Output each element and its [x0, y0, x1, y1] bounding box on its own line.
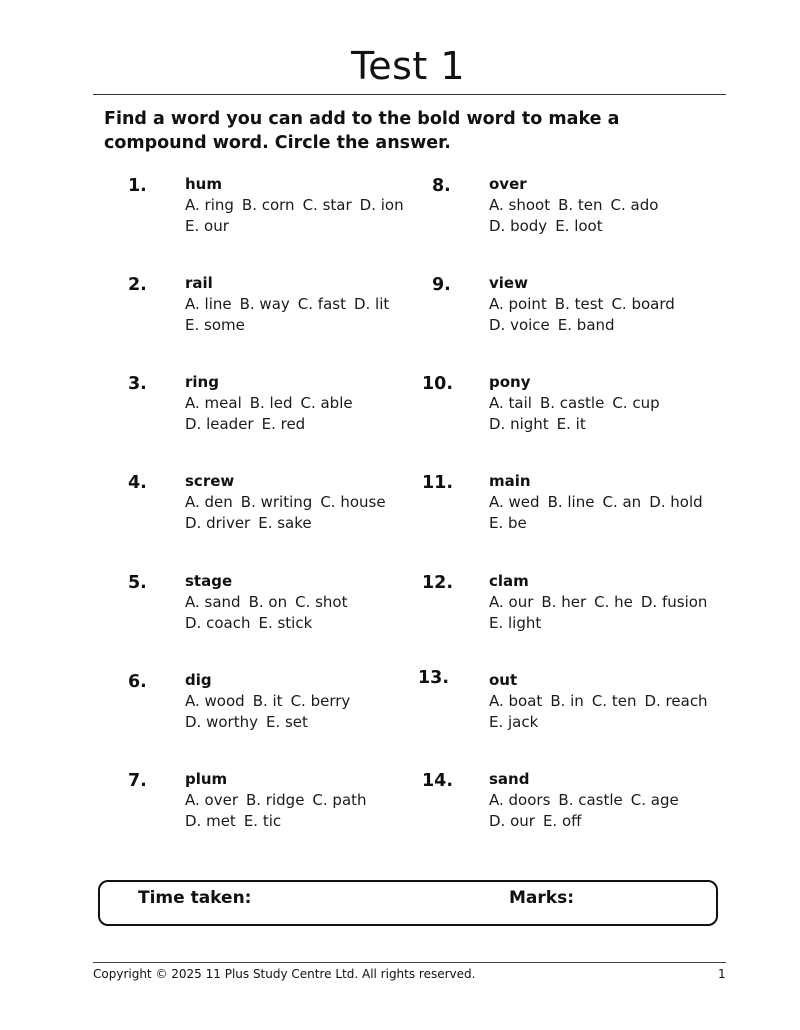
- option-c[interactable]: C. board: [611, 295, 675, 313]
- option-a[interactable]: A. den: [185, 493, 233, 511]
- option-d[interactable]: D. ion: [359, 196, 404, 214]
- question-number: 12.: [422, 573, 454, 593]
- question-number: 11.: [422, 473, 454, 493]
- question-number: 14.: [422, 771, 454, 791]
- option-e[interactable]: E. some: [185, 316, 245, 334]
- footer-divider: [93, 962, 726, 963]
- question-word: out: [489, 671, 518, 689]
- option-b[interactable]: B. on: [248, 593, 288, 611]
- option-b[interactable]: B. way: [239, 295, 290, 313]
- option-e[interactable]: E. it: [556, 415, 586, 433]
- question-number: 9.: [432, 275, 451, 295]
- question-word: dig: [185, 671, 212, 689]
- option-a[interactable]: A. wed: [489, 493, 540, 511]
- option-d[interactable]: D. fusion: [640, 593, 708, 611]
- page-number: 1: [718, 967, 726, 981]
- question-number: 8.: [432, 176, 451, 196]
- option-c[interactable]: C. shot: [295, 593, 348, 611]
- option-c[interactable]: C. age: [630, 791, 679, 809]
- question-number: 7.: [128, 771, 147, 791]
- option-e[interactable]: E. band: [557, 316, 615, 334]
- marks-label: Marks:: [509, 888, 574, 908]
- option-a[interactable]: A. ring: [185, 196, 234, 214]
- option-c[interactable]: C. star: [302, 196, 352, 214]
- option-c[interactable]: C. he: [594, 593, 633, 611]
- copyright-notice: Copyright © 2025 11 Plus Study Centre Ltd. All rights reserved.: [93, 967, 476, 981]
- option-c[interactable]: C. house: [320, 493, 386, 511]
- option-a[interactable]: A. line: [185, 295, 232, 313]
- question-word: clam: [489, 572, 529, 590]
- option-c[interactable]: C. an: [602, 493, 642, 511]
- option-e[interactable]: E. set: [265, 713, 308, 731]
- question-number: 2.: [128, 275, 147, 295]
- option-e[interactable]: E. light: [489, 614, 542, 632]
- option-e[interactable]: E. stick: [258, 614, 313, 632]
- option-d[interactable]: D. coach: [185, 614, 251, 632]
- option-b[interactable]: B. led: [249, 394, 293, 412]
- question-word: over: [489, 175, 527, 193]
- question-word: ring: [185, 373, 219, 391]
- time-taken-label: Time taken:: [138, 888, 252, 908]
- question-word: pony: [489, 373, 531, 391]
- option-c[interactable]: C. fast: [297, 295, 346, 313]
- option-c[interactable]: C. ten: [591, 692, 637, 710]
- option-b[interactable]: B. ten: [558, 196, 603, 214]
- option-e[interactable]: E. jack: [489, 713, 539, 731]
- question-word: main: [489, 472, 531, 490]
- option-d[interactable]: D. reach: [644, 692, 708, 710]
- question-number: 13.: [418, 668, 450, 688]
- question-word: view: [489, 274, 528, 292]
- question-word: plum: [185, 770, 228, 788]
- option-e[interactable]: E. loot: [555, 217, 603, 235]
- option-b[interactable]: B. writing: [240, 493, 313, 511]
- option-d[interactable]: D. our: [489, 812, 535, 830]
- question-number: 4.: [128, 473, 147, 493]
- option-c[interactable]: C. cup: [612, 394, 660, 412]
- option-a[interactable]: A. point: [489, 295, 547, 313]
- option-d[interactable]: D. lit: [353, 295, 390, 313]
- option-b[interactable]: B. in: [550, 692, 584, 710]
- option-e[interactable]: E. our: [185, 217, 229, 235]
- option-c[interactable]: C. berry: [290, 692, 351, 710]
- question-word: rail: [185, 274, 213, 292]
- option-a[interactable]: A. shoot: [489, 196, 551, 214]
- score-box: [98, 880, 718, 926]
- question-word: sand: [489, 770, 530, 788]
- option-b[interactable]: B. line: [547, 493, 595, 511]
- option-e[interactable]: E. tic: [243, 812, 282, 830]
- page-title: Test 1: [350, 44, 466, 88]
- option-e[interactable]: E. be: [489, 514, 527, 532]
- option-b[interactable]: B. castle: [558, 791, 623, 809]
- option-b[interactable]: B. her: [541, 593, 587, 611]
- question-word: hum: [185, 175, 222, 193]
- option-d[interactable]: D. driver: [185, 514, 251, 532]
- option-c[interactable]: C. ado: [610, 196, 659, 214]
- option-e[interactable]: E. red: [261, 415, 306, 433]
- option-e[interactable]: E. sake: [258, 514, 312, 532]
- instructions: Find a word you can add to the bold word to make a compound word. Circle the answer.: [104, 109, 620, 153]
- option-c[interactable]: C. able: [300, 394, 353, 412]
- option-b[interactable]: B. test: [554, 295, 604, 313]
- option-a[interactable]: A. wood: [185, 692, 245, 710]
- option-a[interactable]: A. over: [185, 791, 238, 809]
- option-a[interactable]: A. meal: [185, 394, 242, 412]
- option-d[interactable]: D. hold: [649, 493, 703, 511]
- question-number: 10.: [422, 374, 454, 394]
- question-word: stage: [185, 572, 233, 590]
- option-a[interactable]: A. doors: [489, 791, 551, 809]
- option-d[interactable]: D. leader: [185, 415, 254, 433]
- option-d[interactable]: D. met: [185, 812, 236, 830]
- option-a[interactable]: A. tail: [489, 394, 532, 412]
- option-b[interactable]: B. ridge: [245, 791, 305, 809]
- title-divider: [93, 94, 726, 95]
- question-word: screw: [185, 472, 235, 490]
- question-number: 3.: [128, 374, 147, 394]
- option-b[interactable]: B. castle: [539, 394, 605, 412]
- option-a[interactable]: A. our: [489, 593, 534, 611]
- option-b[interactable]: B. it: [252, 692, 283, 710]
- option-e[interactable]: E. off: [542, 812, 582, 830]
- option-d[interactable]: D. worthy: [185, 713, 258, 731]
- option-d[interactable]: D. night: [489, 415, 549, 433]
- question-number: 6.: [128, 672, 147, 692]
- option-d[interactable]: D. body: [489, 217, 548, 235]
- option-b[interactable]: B. corn: [241, 196, 295, 214]
- option-a[interactable]: A. boat: [489, 692, 543, 710]
- option-c[interactable]: C. path: [312, 791, 367, 809]
- option-a[interactable]: A. sand: [185, 593, 241, 611]
- option-d[interactable]: D. voice: [489, 316, 550, 334]
- question-number: 5.: [128, 573, 147, 593]
- question-number: 1.: [128, 176, 147, 196]
